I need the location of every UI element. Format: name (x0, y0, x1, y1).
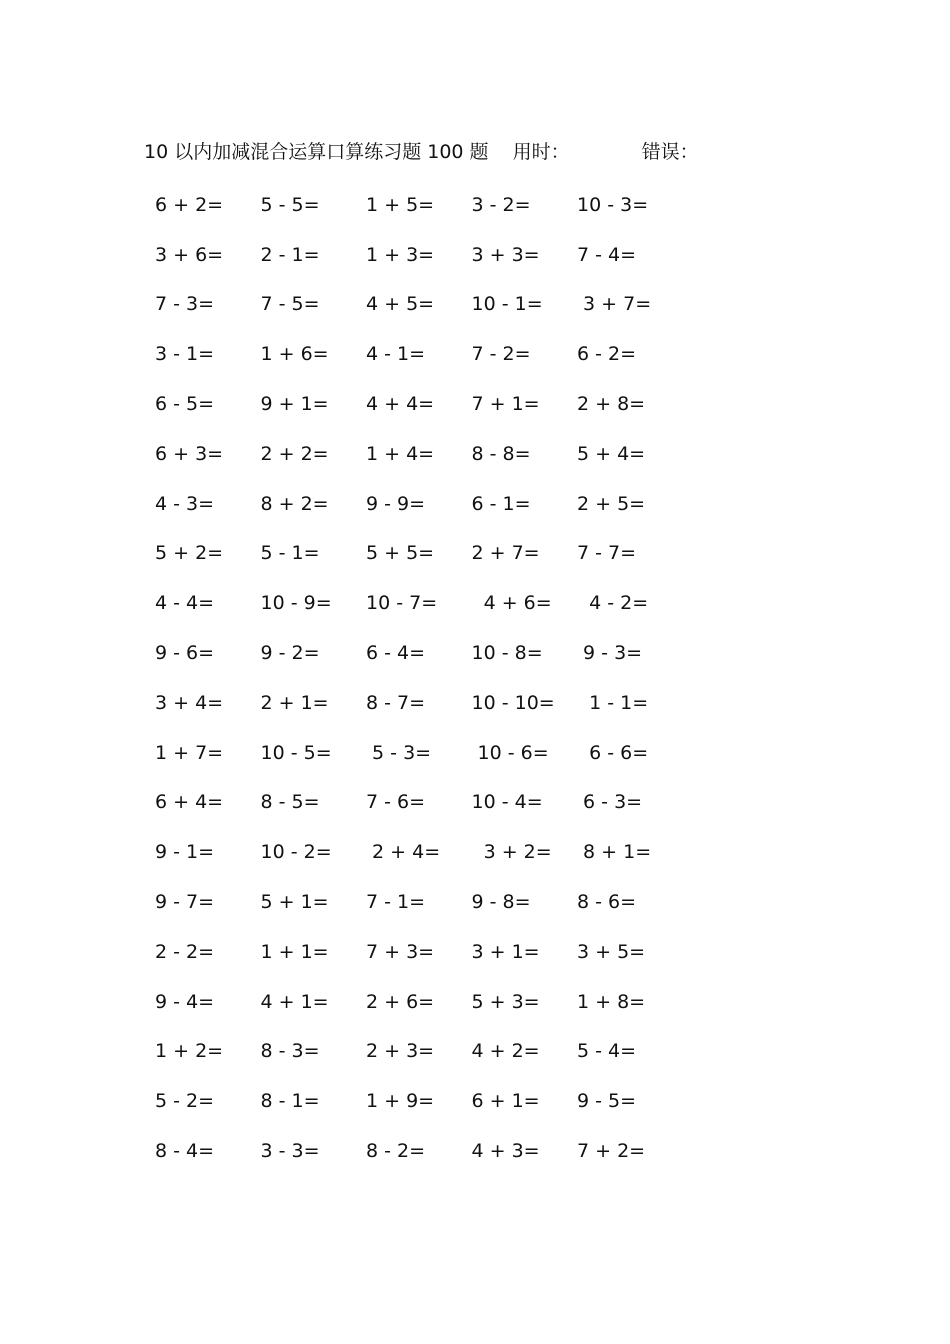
math-problem: 6 + 2= (155, 193, 224, 216)
problem-row (150, 678, 710, 728)
math-problem: 9 - 2= (260, 642, 320, 665)
math-problem: 8 - 1= (260, 1090, 320, 1113)
math-problem: 2 - 2= (155, 940, 215, 963)
math-problem: 1 + 7= (155, 741, 224, 764)
problem-row (150, 578, 710, 628)
math-problem: 2 + 4= (366, 841, 441, 864)
problem-row (150, 180, 710, 230)
math-problem: 4 + 2= (471, 1040, 540, 1063)
math-problem: 10 - 6= (471, 741, 549, 764)
math-problem: 1 + 8= (577, 990, 646, 1013)
math-problem: 9 - 3= (577, 642, 643, 665)
math-problem: 5 + 3= (471, 990, 540, 1013)
worksheet-title: 10 以内加减混合运算口算练习题 100 题 (144, 141, 489, 163)
math-problem: 5 + 1= (260, 891, 329, 914)
math-problem: 9 - 4= (155, 990, 215, 1013)
math-problem: 10 - 4= (471, 791, 543, 814)
math-problem: 1 + 4= (366, 442, 435, 465)
math-problem: 2 + 8= (577, 393, 646, 416)
problem-row (150, 529, 710, 579)
math-problem: 10 - 7= (366, 592, 438, 615)
math-problem: 4 - 1= (366, 343, 426, 366)
error-label: 错误： (641, 141, 699, 163)
problem-row (150, 877, 710, 927)
math-problem: 8 + 1= (577, 841, 652, 864)
math-problem: 8 - 6= (577, 891, 637, 914)
problem-row (150, 1027, 710, 1077)
problem-row (150, 329, 710, 379)
math-problem: 7 + 3= (366, 940, 435, 963)
math-problem: 4 - 2= (577, 592, 649, 615)
math-problem: 7 - 2= (471, 343, 531, 366)
math-problem: 4 - 4= (155, 592, 215, 615)
math-problem: 8 - 7= (366, 691, 426, 714)
time-label: 用时： (512, 141, 570, 163)
math-problem: 2 - 1= (260, 243, 320, 266)
math-problem: 6 - 4= (366, 642, 426, 665)
math-problem: 9 - 7= (155, 891, 215, 914)
math-problem: 3 - 3= (260, 1140, 320, 1163)
math-problem: 3 + 3= (471, 243, 540, 266)
math-problem: 2 + 5= (577, 492, 646, 515)
math-problem: 5 - 4= (577, 1040, 637, 1063)
math-problem: 7 - 4= (577, 243, 637, 266)
math-problem: 7 - 5= (260, 293, 320, 316)
math-problem: 7 - 6= (366, 791, 426, 814)
math-problem: 6 - 1= (471, 492, 531, 515)
problem-row (150, 230, 710, 280)
problem-row (150, 628, 710, 678)
problem-row (150, 479, 710, 529)
math-problem: 1 + 9= (366, 1090, 435, 1113)
problem-row (150, 778, 710, 828)
problem-row (150, 280, 710, 330)
problem-grid (150, 180, 710, 1176)
math-problem: 5 - 3= (366, 741, 432, 764)
math-problem: 6 - 5= (155, 393, 215, 416)
math-problem: 1 + 5= (366, 193, 435, 216)
math-problem: 2 + 6= (366, 990, 435, 1013)
math-problem: 6 - 6= (577, 741, 649, 764)
math-problem: 2 + 7= (471, 542, 540, 565)
math-problem: 2 + 2= (260, 442, 329, 465)
math-problem: 4 + 4= (366, 393, 435, 416)
problem-row (150, 827, 710, 877)
math-problem: 6 + 3= (155, 442, 224, 465)
math-problem: 6 + 4= (155, 791, 224, 814)
math-problem: 1 + 1= (260, 940, 329, 963)
math-problem: 3 + 5= (577, 940, 646, 963)
math-problem: 4 + 5= (366, 293, 435, 316)
math-problem: 8 - 4= (155, 1140, 215, 1163)
math-problem: 3 - 1= (155, 343, 215, 366)
math-problem: 7 - 1= (366, 891, 426, 914)
worksheet-header (144, 137, 699, 164)
math-problem: 8 - 8= (471, 442, 531, 465)
math-problem: 4 - 3= (155, 492, 215, 515)
math-problem: 1 + 2= (155, 1040, 224, 1063)
math-problem: 10 - 8= (471, 642, 543, 665)
math-problem: 5 + 4= (577, 442, 646, 465)
math-problem: 1 + 3= (366, 243, 435, 266)
problem-row (150, 927, 710, 977)
problem-row (150, 429, 710, 479)
math-problem: 10 - 5= (260, 741, 332, 764)
math-problem: 10 - 1= (471, 293, 543, 316)
math-problem: 5 - 5= (260, 193, 320, 216)
math-problem: 1 - 1= (577, 691, 649, 714)
math-problem: 9 + 1= (260, 393, 329, 416)
math-problem: 3 + 4= (155, 691, 224, 714)
math-problem: 3 + 6= (155, 243, 224, 266)
math-problem: 6 + 1= (471, 1090, 540, 1113)
math-problem: 9 - 6= (155, 642, 215, 665)
math-problem: 2 + 3= (366, 1040, 435, 1063)
math-problem: 2 + 1= (260, 691, 329, 714)
math-problem: 3 + 1= (471, 940, 540, 963)
math-problem: 5 - 1= (260, 542, 320, 565)
math-problem: 9 - 9= (366, 492, 426, 515)
math-problem: 7 - 3= (155, 293, 215, 316)
math-problem: 8 - 3= (260, 1040, 320, 1063)
math-problem: 7 + 1= (471, 393, 540, 416)
math-problem: 4 + 6= (471, 592, 552, 615)
math-problem: 8 + 2= (260, 492, 329, 515)
math-problem: 3 - 2= (471, 193, 531, 216)
math-problem: 9 - 8= (471, 891, 531, 914)
math-problem: 10 - 2= (260, 841, 332, 864)
math-problem: 5 + 5= (366, 542, 435, 565)
math-problem: 8 - 2= (366, 1140, 426, 1163)
math-problem: 6 - 3= (577, 791, 643, 814)
problem-row (150, 1126, 710, 1176)
problem-row (150, 728, 710, 778)
math-problem: 7 + 2= (577, 1140, 646, 1163)
math-problem: 6 - 2= (577, 343, 637, 366)
math-problem: 3 + 7= (577, 293, 652, 316)
math-problem: 9 - 1= (155, 841, 215, 864)
math-problem: 10 - 10= (471, 691, 555, 714)
problem-row (150, 1076, 710, 1126)
math-problem: 10 - 9= (260, 592, 332, 615)
math-problem: 9 - 5= (577, 1090, 637, 1113)
math-problem: 8 - 5= (260, 791, 320, 814)
math-problem: 4 + 3= (471, 1140, 540, 1163)
math-problem: 1 + 6= (260, 343, 329, 366)
math-problem: 3 + 2= (471, 841, 552, 864)
math-problem: 10 - 3= (577, 193, 649, 216)
problem-row (150, 977, 710, 1027)
math-problem: 4 + 1= (260, 990, 329, 1013)
math-problem: 7 - 7= (577, 542, 637, 565)
math-problem: 5 - 2= (155, 1090, 215, 1113)
problem-row (150, 379, 710, 429)
math-problem: 5 + 2= (155, 542, 224, 565)
